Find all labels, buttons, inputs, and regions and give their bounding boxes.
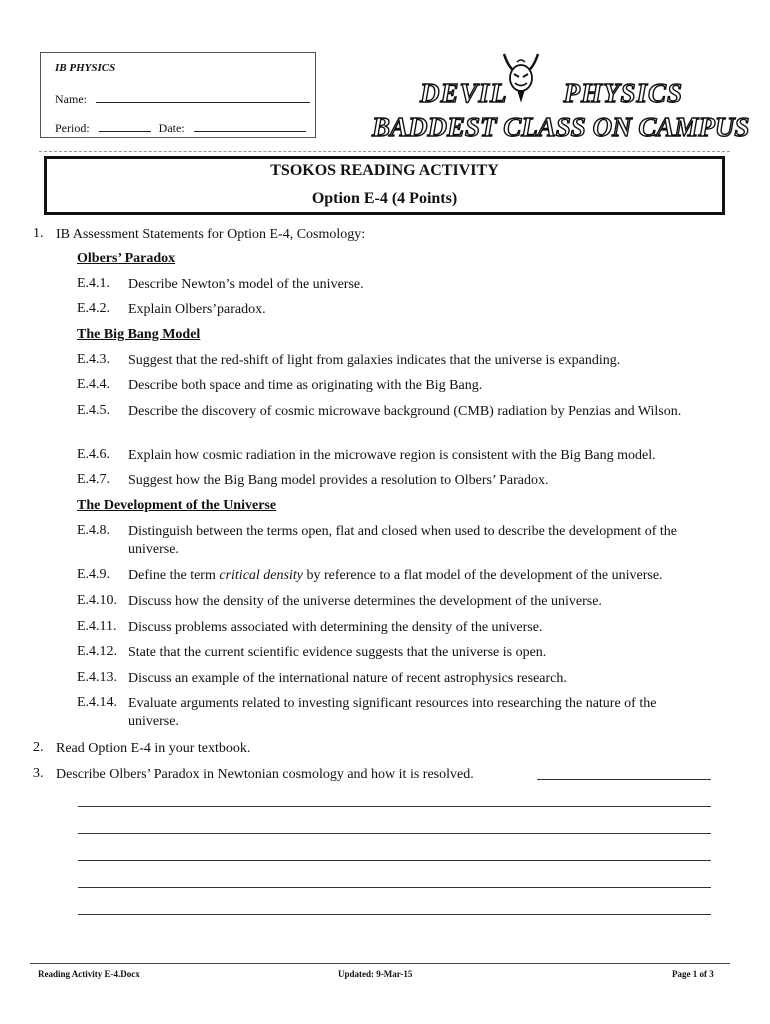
- q3-number: 3.: [33, 766, 44, 781]
- item-text: Suggest that the red-shift of light from galaxies indicates that the universe is expanding.: [128, 353, 621, 368]
- item-code: E.4.8.: [77, 523, 111, 538]
- item-code: E.4.11.: [77, 619, 117, 634]
- item-code: E.4.7.: [77, 472, 111, 487]
- footer-page-number: Page 1 of 3: [672, 969, 714, 979]
- answer-line[interactable]: [78, 833, 711, 834]
- item-code: E.4.10.: [77, 593, 118, 608]
- item-code: E.4.13.: [77, 670, 118, 685]
- page-subtitle: Option E-4 (4 Points): [311, 190, 458, 207]
- item-text: Discuss problems associated with determining the density of the universe.: [128, 620, 543, 635]
- period-field[interactable]: [99, 120, 151, 132]
- date-label: Date:: [158, 121, 185, 135]
- section-heading-big-bang: The Big Bang Model: [77, 327, 201, 342]
- q3-text: Describe Olbers’ Paradox in Newtonian cosmology and how it is resolved.: [56, 767, 474, 782]
- item-text: Distinguish between the terms open, flat and closed when used to describe the development of the universe.: [128, 524, 677, 557]
- item-text: Explain how cosmic radiation in the microwave region is consistent with the Big Bang model.: [128, 448, 656, 463]
- item-text: Evaluate arguments related to investing significant resources into researching the nature of the universe.: [128, 696, 657, 729]
- item-code: E.4.6.: [77, 447, 111, 462]
- answer-line[interactable]: [78, 806, 711, 807]
- answer-line[interactable]: [537, 779, 711, 780]
- item-text: State that the current scientific evidence suggests that the universe is open.: [128, 645, 547, 660]
- item-text: Explain Olbers’paradox.: [128, 302, 266, 317]
- page-title: TSOKOS READING ACTIVITY: [270, 162, 499, 179]
- answer-line[interactable]: [78, 860, 711, 861]
- devil-mascot-icon: [498, 50, 544, 106]
- footer-divider: [30, 963, 730, 964]
- text-part: Define the term: [128, 568, 220, 583]
- item-code: E.4.1.: [77, 276, 111, 291]
- term-critical-density: critical density: [219, 568, 303, 583]
- item-code: E.4.12.: [77, 644, 118, 659]
- date-field[interactable]: [194, 120, 306, 132]
- period-label: Period:: [55, 121, 90, 135]
- q2-number: 2.: [33, 740, 44, 755]
- item-text: Describe Newton’s model of the universe.: [128, 277, 364, 292]
- name-field[interactable]: [96, 91, 310, 103]
- answer-line[interactable]: [78, 914, 711, 915]
- logo-line2: BADDEST CLASS ON CAMPUS: [372, 112, 750, 142]
- section-heading-olbers: Olbers’ Paradox: [77, 251, 176, 266]
- answer-line[interactable]: [78, 887, 711, 888]
- footer-filename: Reading Activity E-4.Docx: [38, 969, 140, 979]
- footer-updated: Updated: 9-Mar-15: [338, 969, 413, 979]
- q2-text: Read Option E-4 in your textbook.: [56, 741, 251, 756]
- course-label: IB PHYSICS: [55, 62, 116, 74]
- item-code: E.4.14.: [77, 695, 118, 710]
- section-heading-development: The Development of the Universe: [77, 498, 277, 513]
- item-text: Describe the discovery of cosmic microwave background (CMB) radiation by Penzias and Wilson.: [128, 404, 682, 419]
- item-text: Discuss an example of the international nature of recent astrophysics research.: [128, 671, 567, 686]
- item-code: E.4.3.: [77, 352, 111, 367]
- item-text: Discuss how the density of the universe determines the development of the universe.: [128, 594, 602, 609]
- item-code: E.4.4.: [77, 377, 111, 392]
- logo-word-devil: DEVIL: [420, 78, 508, 108]
- logo-line1: [420, 78, 683, 109]
- item-code: E.4.5.: [77, 403, 111, 418]
- logo-word-physics: PHYSICS: [563, 78, 684, 108]
- name-row: [55, 91, 310, 107]
- period-date-row: [55, 120, 306, 136]
- name-label: Name:: [55, 92, 87, 106]
- item-code: E.4.2.: [77, 301, 111, 316]
- q1-number: 1.: [33, 226, 44, 241]
- item-text: Suggest how the Big Bang model provides a resolution to Olbers’ Paradox.: [128, 473, 549, 488]
- item-text-critical-density: [128, 567, 718, 585]
- text-part: by reference to a flat model of the development of the universe.: [302, 568, 663, 583]
- item-code: E.4.9.: [77, 567, 111, 582]
- q1-text: IB Assessment Statements for Option E-4, Cosmology:: [56, 227, 366, 242]
- item-text: Describe both space and time as originating with the Big Bang.: [128, 378, 483, 393]
